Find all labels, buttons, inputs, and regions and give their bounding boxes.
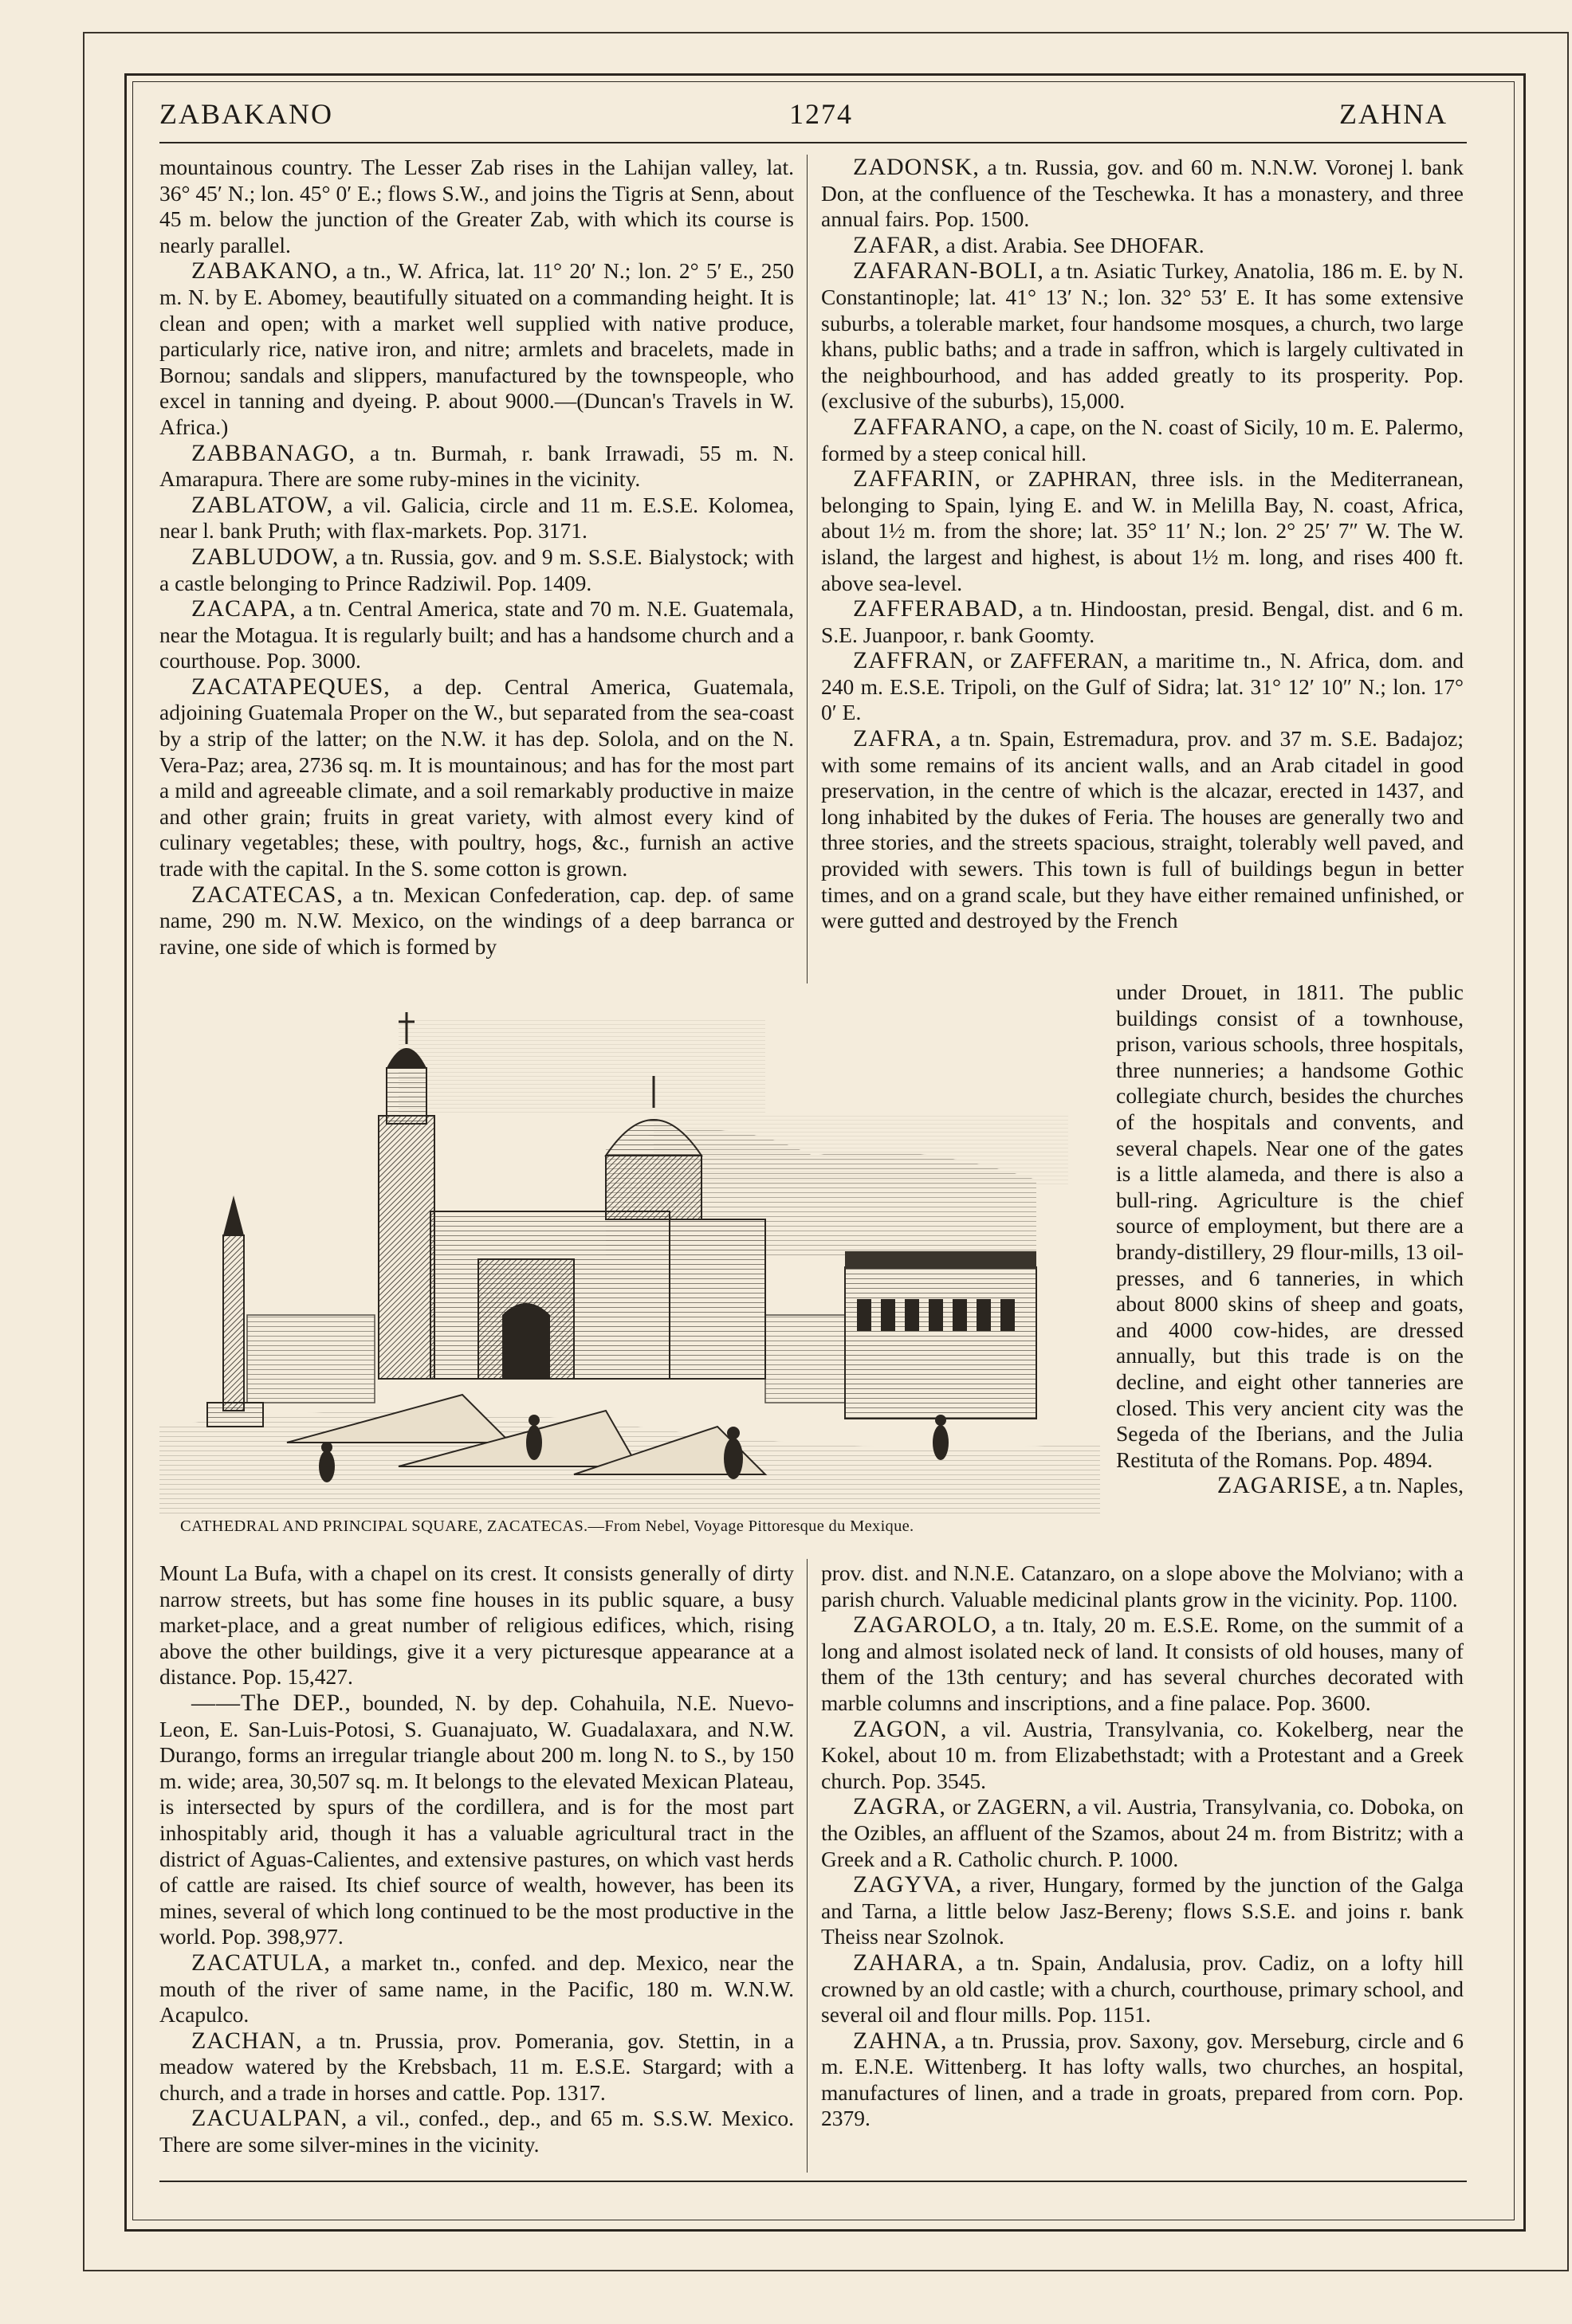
right-column-top (821, 155, 1464, 934)
page-number: 1274 (789, 98, 853, 130)
entry: ZAFRA, a tn. Spain, Estremadura, prov. and 37 m. S.E. Badajoz; with some remains of its ancient walls, and an Arab citadel in good preservation, in the centre of which is the alcazar, erected in 1437, and long inhabited by the dukes of Feria. The houses are generally two and three stories, and the streets spacious, straight, tolerably well paved, and provided with sewers. This town is full of buildings begun in better times, and on a grand scale, but they have either remained unfinished, or were gutted and destroyed by the French (821, 725, 1464, 933)
entry: prov. dist. and N.N.E. Catanzaro, on a slope above the Molviano; with a parish church. Valuable medicinal plants grow in the vicinity. Pop. 1100. (821, 1560, 1464, 1611)
entry: ZAGAROLO, a tn. Italy, 20 m. E.S.E. Rome, on the summit of a long and almost isolated neck of land. It consists of old houses, many of them of the 13th century; and has several churches decorated with marble columns and inscriptions, and a fine palace. Pop. 3600. (821, 1611, 1464, 1715)
running-header (159, 97, 1483, 135)
entry: ZADONSK, a tn. Russia, gov. and 60 m. N.N.W. Voronej l. bank Don, at the confluence of the Teschewka. It has a monastery, and three annual fairs. Pop. 1500. (821, 154, 1464, 232)
header-right-word: ZAHNA (1339, 98, 1448, 130)
entry: ZAGARISE, a tn. Naples, (1216, 1472, 1464, 1499)
entry: Mount La Bufa, with a chapel on its crest. It consists generally of dirty narrow streets, but has some fine houses in its public square, a busy market-place, and a great number of religious edifices, which, rising above the other buildings, give it a very picturesque appearance at a distance. Pop. 15,427. (159, 1560, 794, 1690)
column-divider-bottom (807, 1559, 808, 2173)
entry: ZABLATOW, a vil. Galicia, circle and 11 m. E.S.E. Kolomea, near l. bank Pruth; with flax-markets. Pop. 3171. (159, 491, 794, 544)
entry: ZACAPA, a tn. Central America, state and 70 m. N.E. Guatemala, near the Motagua. It is regularly built; and has a handsome church and a courthouse. Pop. 3000. (159, 595, 794, 673)
entry: ZABBANAGO, a tn. Burmah, r. bank Irrawadi, 55 m. N. Amarapura. There are some ruby-mines in the vicinity. (159, 439, 794, 492)
entry: ZABLUDOW, a tn. Russia, gov. and 9 m. S.S.E. Bialystock; with a castle belonging to Prince Radziwil. Pop. 1409. (159, 543, 794, 595)
entry: ZAHNA, a tn. Prussia, prov. Saxony, gov. Merseburg, circle and 6 m. E.N.E. Wittenberg. It has lofty walls, two churches, an hospital, manufactures of linen, and a trade in groats, prepared from corn. Pop. 2379. (821, 2027, 1464, 2131)
right-column-narrow (1116, 979, 1464, 1499)
entry: ZACATECAS, a tn. Mexican Confederation, cap. dep. of same name, 290 m. N.W. Mexico, on the windings of a deep barranca or ravine, one side of which is formed by (159, 881, 794, 959)
entry: ZAFFARIN, or ZAPHRAN, three isls. in the Mediterranean, belonging to Spain, lying E. and W. in Melilla Bay, N. coast, Africa, about 1½ m. from the shore; lat. 35° 11′ N.; lon. 2° 25′ 7″ W. The W. island, the largest and highest, is about 1½ m. long, and rises 400 ft. above sea-level. (821, 465, 1464, 595)
entry: ZACUALPAN, a vil., confed., dep., and 65 m. S.S.W. Mexico. There are some silver-mines in the vicinity. (159, 2105, 794, 2157)
entry: mountainous country. The Lesser Zab rises in the Lahijan valley, lat. 36° 45′ N.; lon. 45° 0′ E.; flows S.W., and joins the Tigris at Senn, about 45 m. below the junction of the Greater Zab, with which its course is nearly parallel. (159, 155, 794, 257)
header-left-word: ZABAKANO (159, 98, 333, 130)
left-column-bottom (159, 1560, 794, 2158)
entry: ZAFFARANO, a cape, on the N. coast of Sicily, 10 m. E. Palermo, formed by a steep conical hill. (821, 413, 1464, 465)
entry: ZABAKANO, a tn., W. Africa, lat. 11° 20′ N.; lon. 2° 5′ E., 250 m. N. by E. Abomey, beautifully situated on a commanding height. It is clean and open; with a market well supplied with native produce, particularly rice, native iron, and nitre; armlets and bracelets, made in Bornou; sandals and slippers, manufactured by the townspeople, who excel in tanning and dyeing. P. about 9000.—(Duncan's Travels in W. Africa.) (159, 257, 794, 439)
footer-rule (159, 2181, 1467, 2182)
left-column-top (159, 155, 794, 960)
entry: ZAFFERABAD, a tn. Hindoostan, presid. Bengal, dist. and 6 m. S.E. Juanpoor, r. bank Goomty. (821, 595, 1464, 647)
entry: ZAGON, a vil. Austria, Transylvania, co. Kokelberg, near the Kokel, about 10 m. from Elizabethstadt; with a Protestant and a Greek church. Pop. 3545. (821, 1715, 1464, 1793)
illustration-caption: CATHEDRAL AND PRINCIPAL SQUARE, ZACATECAS.—From Nebel, Voyage Pittoresque du Mexique. (180, 1517, 914, 1535)
cathedral-engraving (159, 996, 1100, 1514)
entry: ZAFFRAN, or ZAFFERAN, a maritime tn., N. Africa, dom. and 240 m. E.S.E. Tripoli, on the Gulf of Sidra; lat. 31° 12′ 10″ N.; lon. 17° 0′ E. (821, 647, 1464, 725)
entry: ZACHAN, a tn. Prussia, prov. Pomerania, gov. Stettin, in a meadow watered by the Krebsbach, 11 m. E.S.E. Stargard; with a church, and a trade in horses and cattle. Pop. 1317. (159, 2027, 794, 2105)
entry: ZACATAPEQUES, a dep. Central America, Guatemala, adjoining Guatemala Proper on the W., but separated from the sea-coast by a strip of the latter; on the N.W. it has dep. Solola, and on the N. Vera-Paz; area, 2736 sq. m. It is mountainous; and has for the most part a mild and agreeable climate, and a soil remarkably productive in maize and other grain; fruits in great variety, with almost every kind of culinary vegetables; these, with poultry, hogs, &c., furnish an active trade with the capital. In the S. some cotton is grown. (159, 673, 794, 881)
entry: ZAGRA, or ZAGERN, a vil. Austria, Transylvania, co. Doboka, on the Ozibles, an affluent of the Szamos, about 24 m. from Bistritz; with a Greek and a R. Catholic church. P. 1000. (821, 1793, 1464, 1871)
entry: ZACATULA, a market tn., confed. and dep. Mexico, near the mouth of the river of same name, in the Pacific, 180 m. W.N.W. Acapulco. (159, 1949, 794, 2028)
entry: ZAFAR, a dist. Arabia. See DHOFAR. (853, 231, 1205, 258)
header-rule (159, 142, 1467, 143)
entry: ZAGYVA, a river, Hungary, formed by the junction of the Galga and Tarna, a little below Jasz-Bereny; flows S.S.E. and joins r. bank Theiss near Szolnok. (821, 1871, 1464, 1949)
right-column-bottom (821, 1560, 1464, 2132)
entry-continuation: under Drouet, in 1811. The public buildings consist of a townhouse, prison, various schools, three hospitals, three nunneries; a handsome Gothic collegiate church, besides the churches of the hospitals and convents, and several chapels. Near one of the gates is a little alameda, and there is also a bull-ring. Agriculture is the chief source of employment, but there are a brandy-distillery, 29 flour-mills, 13 oil-presses, and 6 tanneries, in which about 8000 skins of sheep and goats, and 4000 cow-hides, are dressed annually, but this trade is on the decline, and eight other tanneries are closed. This very ancient city was the Segeda of the Iberians, and the Julia Restituta of the Romans. Pop. 4894. (1116, 979, 1464, 1472)
column-divider-top (807, 155, 808, 983)
entry: ZAHARA, a tn. Spain, Andalusia, prov. Cadiz, on a lofty hill crowned by an old castle; with a church, courthouse, primary school, and several oil and flour mills. Pop. 1151. (821, 1949, 1464, 2028)
entry: ——The DEP., bounded, N. by dep. Cohahuila, N.E. Nuevo-Leon, E. San-Luis-Potosi, S. Guanajuato, W. Guadalaxara, and N.W. Durango, forms an irregular triangle about 200 m. long N. to S., by 150 m. wide; area, 30,507 sq. m. It belongs to the elevated Mexican Plateau, is intersected by spurs of the cordillera, and is for the most part inhospitably arid, though it has a valuable agricultural tract in the district of Aguas-Calientes, and extensive pastures, on which vast herds of cattle are raised. Its chief source of wealth, however, has been its mines, several of which long continued to be the most productive in the world. Pop. 398,977. (159, 1689, 794, 1949)
entry: ZAFARAN-BOLI, a tn. Asiatic Turkey, Anatolia, 186 m. E. by N. Constantinople; lat. 41° 13′ N.; lon. 32° 53′ E. It has some extensive suburbs, a tolerable market, four handsome mosques, a church, two large khans, public baths; and a trade in saffron, which is largely cultivated in the neighbourhood, and has added greatly to its prosperity. Pop. (exclusive of the suburbs), 15,000. (821, 257, 1464, 414)
